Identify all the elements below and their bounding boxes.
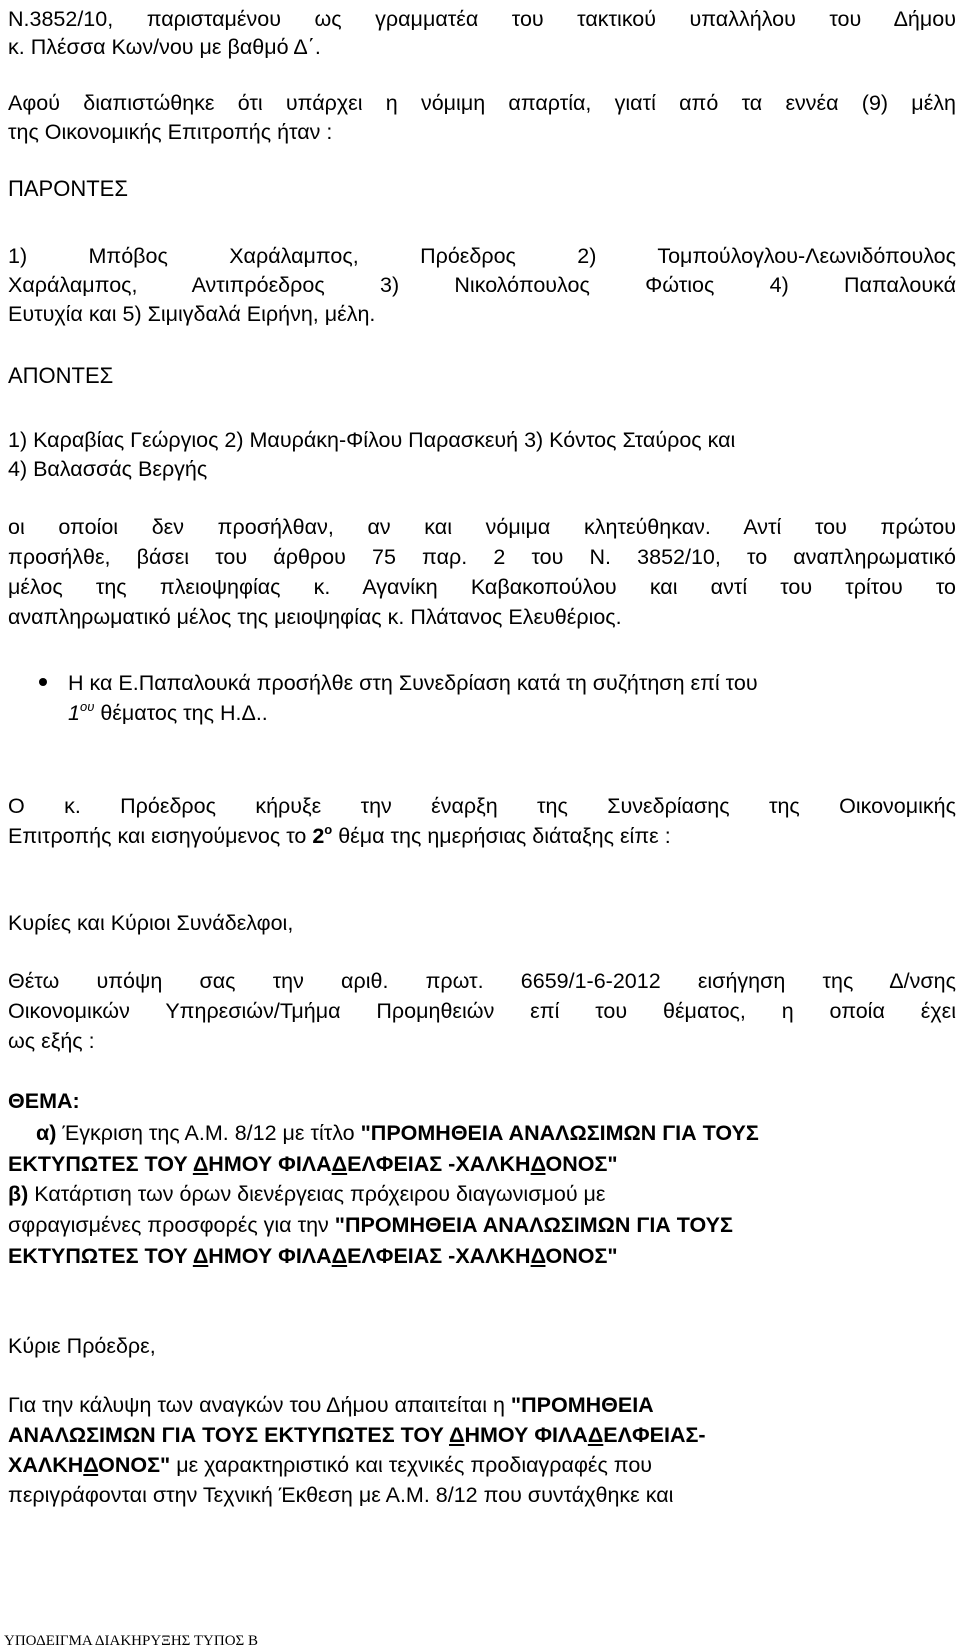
page-footer: ΥΠΟΔΕΙΓΜΑ ΔΙΑΚΗΡΥΞΗΣ ΤΥΠΟΣ Β — [4, 1633, 259, 1649]
title-underlined-letter: Δ — [192, 1244, 209, 1268]
title-part: ΗΜΟΥ ΦΙΛΑ — [208, 1244, 332, 1268]
title-underlined-letter: Δ — [331, 1152, 348, 1176]
proposal-line-2: Οικονομικών Υπηρεσιών/Τμήμα Προμηθειών επί του θέματος, η οποία έχει — [8, 999, 956, 1023]
title-underlined-letter: Δ — [449, 1423, 465, 1447]
title-part: ΟΝΟΣ" — [98, 1453, 171, 1477]
subject-b-text-2: σφραγισμένες προσφορές για την — [8, 1213, 335, 1237]
intro-line-2: κ. Πλέσσα Κων/νου με βαθμό Δ΄. — [8, 35, 321, 59]
subject-b-line-1 — [8, 1181, 606, 1208]
opening-text-b: θέμα της ημερήσιας διάταξης είπε : — [332, 824, 671, 848]
need-line-4: περιγράφονται στην Τεχνική Έκθεση με Α.Μ. 8/12 που συντάχθηκε και — [8, 1483, 674, 1507]
present-line-3: Ευτυχία και 5) Σιμιγδαλά Ειρήνη, μέλη. — [8, 302, 376, 326]
subject-b-line-3 — [8, 1243, 618, 1270]
present-heading: ΠΑΡΟΝΤΕΣ — [8, 176, 128, 201]
opening-line-2 — [8, 823, 671, 850]
title-part: ΕΚΤΥΠΩΤΕΣ ΤΟΥ — [8, 1244, 193, 1268]
title-part: ΕΛΦΕΙΑΣ -ΧΑΛΚΗ — [347, 1244, 531, 1268]
title-underlined-letter: Δ — [530, 1152, 546, 1176]
subject-a-line-2 — [8, 1151, 618, 1178]
title-underlined-letter: Δ — [530, 1244, 546, 1268]
title-underlined-letter: Δ — [331, 1244, 348, 1268]
opening-text-a: Επιτροπής και εισηγούμενος το — [8, 824, 313, 848]
item-suffix: ο — [324, 822, 333, 837]
subject-a-text: Έγκριση της Α.Μ. 8/12 με τίτλο — [56, 1121, 361, 1145]
substitutes-line-1: οι οποίοι δεν προσήλθαν, αν και νόμιμα κλητεύθηκαν. Αντί του πρώτου — [8, 515, 956, 539]
absent-heading: ΑΠΟΝΤΕΣ — [8, 363, 114, 388]
need-text-2: με χαρακτηριστικό και τεχνικές προδιαγραφές που — [170, 1453, 653, 1477]
present-line-1: 1) Μπόβος Χαράλαμπος, Πρόεδρος 2) Τομπούλογλου-Λεωνιδόπουλος — [8, 244, 956, 268]
substitutes-line-2: προσήλθε, βάσει του άρθρου 75 παρ. 2 του Ν. 3852/10, το αναπληρωματικό — [8, 545, 956, 569]
absent-line-1: 1) Καραβίας Γεώργιος 2) Μαυράκη-Φίλου Παρασκευή 3) Κόντος Σταύρος και — [8, 428, 736, 452]
title-part: ΑΝΑΛΩΣΙΜΩΝ ΓΙΑ ΤΟΥΣ ΕΚΤΥΠΩΤΕΣ ΤΟΥ — [8, 1423, 450, 1447]
need-title: "ΠΡΟΜΗΘΕΙΑ — [510, 1393, 654, 1417]
address: Κύριε Πρόεδρε, — [8, 1334, 156, 1358]
title-part: ΕΛΦΕΙΑΣ- — [603, 1423, 706, 1447]
title-part: ΟΝΟΣ" — [545, 1244, 618, 1268]
title-underlined-letter: Δ — [192, 1152, 209, 1176]
title-part: ΕΛΦΕΙΑΣ -ΧΑΛΚΗ — [347, 1152, 531, 1176]
opening-line-1: Ο κ. Πρόεδρος κήρυξε την έναρξη της Συνεδρίασης της Οικονομικής — [8, 794, 956, 818]
bullet-icon — [39, 678, 47, 686]
title-part: ΧΑΛΚΗ — [8, 1453, 84, 1477]
subject-b-label: β) — [8, 1182, 29, 1206]
greeting: Κυρίες και Κύριοι Συνάδελφοι, — [8, 911, 294, 935]
substitutes-line-4: αναπληρωματικό μέλος της μειοψηφίας κ. Πλάτανος Ελευθέριος. — [8, 605, 622, 629]
quorum-line-1: Αφού διαπιστώθηκε ότι υπάρχει η νόμιμη απαρτία, γιατί από τα εννέα (9) μέλη — [8, 91, 956, 115]
title-part: ΟΝΟΣ" — [545, 1152, 618, 1176]
subject-a-title: "ΠΡΟΜΗΘΕΙΑ ΑΝΑΛΩΣΙΜΩΝ ΓΙΑ ΤΟΥΣ — [360, 1121, 759, 1145]
need-line-2 — [8, 1422, 706, 1449]
intro-line-1: Ν.3852/10, παρισταμένου ως γραμματέα του τακτικού υπαλλήλου του Δήμου — [8, 7, 956, 31]
proposal-line-3: ως εξής : — [8, 1029, 95, 1053]
title-underlined-letter: Δ — [83, 1453, 99, 1477]
title-part: ΕΚΤΥΠΩΤΕΣ ΤΟΥ — [8, 1152, 193, 1176]
absent-line-2: 4) Βαλασσάς Βεργής — [8, 457, 208, 481]
present-line-2: Χαράλαμπος, Αντιπρόεδρος 3) Νικολόπουλος Φώτιος 4) Παπαλουκά — [8, 273, 956, 297]
subject-b-text: Κατάρτιση των όρων διενέργειας πρόχειρου διαγωνισμού με — [28, 1182, 606, 1206]
title-underlined-letter: Δ — [587, 1423, 604, 1447]
item-number: 2 — [312, 824, 325, 848]
need-text: Για την κάλυψη των αναγκών του Δήμου απαιτείται η — [8, 1393, 511, 1417]
bullet-line-2 — [68, 700, 268, 727]
subject-heading: ΘΕΜΑ: — [8, 1089, 80, 1113]
bullet-line-1: Η κα Ε.Παπαλουκά προσήλθε στη Συνεδρίαση κατά τη συζήτηση επί του — [68, 671, 758, 695]
bullet-line-2-rest: θέματος της Η.Δ.. — [94, 701, 268, 725]
subject-b-title: "ΠΡΟΜΗΘΕΙΑ ΑΝΑΛΩΣΙΜΩΝ ΓΙΑ ΤΟΥΣ — [334, 1213, 733, 1237]
ordinal-suffix: ου — [79, 699, 95, 714]
need-line-3 — [8, 1452, 652, 1479]
subject-a-line-1 — [36, 1120, 759, 1147]
title-part: ΗΜΟΥ ΦΙΛΑ — [464, 1423, 588, 1447]
ordinal-number: 1 — [68, 701, 80, 725]
proposal-line-1: Θέτω υπόψη σας την αριθ. πρωτ. 6659/1-6-2012 εισήγηση της Δ/νσης — [8, 969, 956, 993]
title-part: ΗΜΟΥ ΦΙΛΑ — [208, 1152, 332, 1176]
quorum-line-2: της Οικονομικής Επιτροπής ήταν : — [8, 120, 333, 144]
substitutes-line-3: μέλος της πλειοψηφίας κ. Αγανίκη Καβακοπούλου και αντί του τρίτου το — [8, 575, 956, 599]
need-line-1 — [8, 1392, 654, 1419]
subject-a-label: α) — [36, 1121, 57, 1145]
subject-b-line-2 — [8, 1212, 733, 1239]
